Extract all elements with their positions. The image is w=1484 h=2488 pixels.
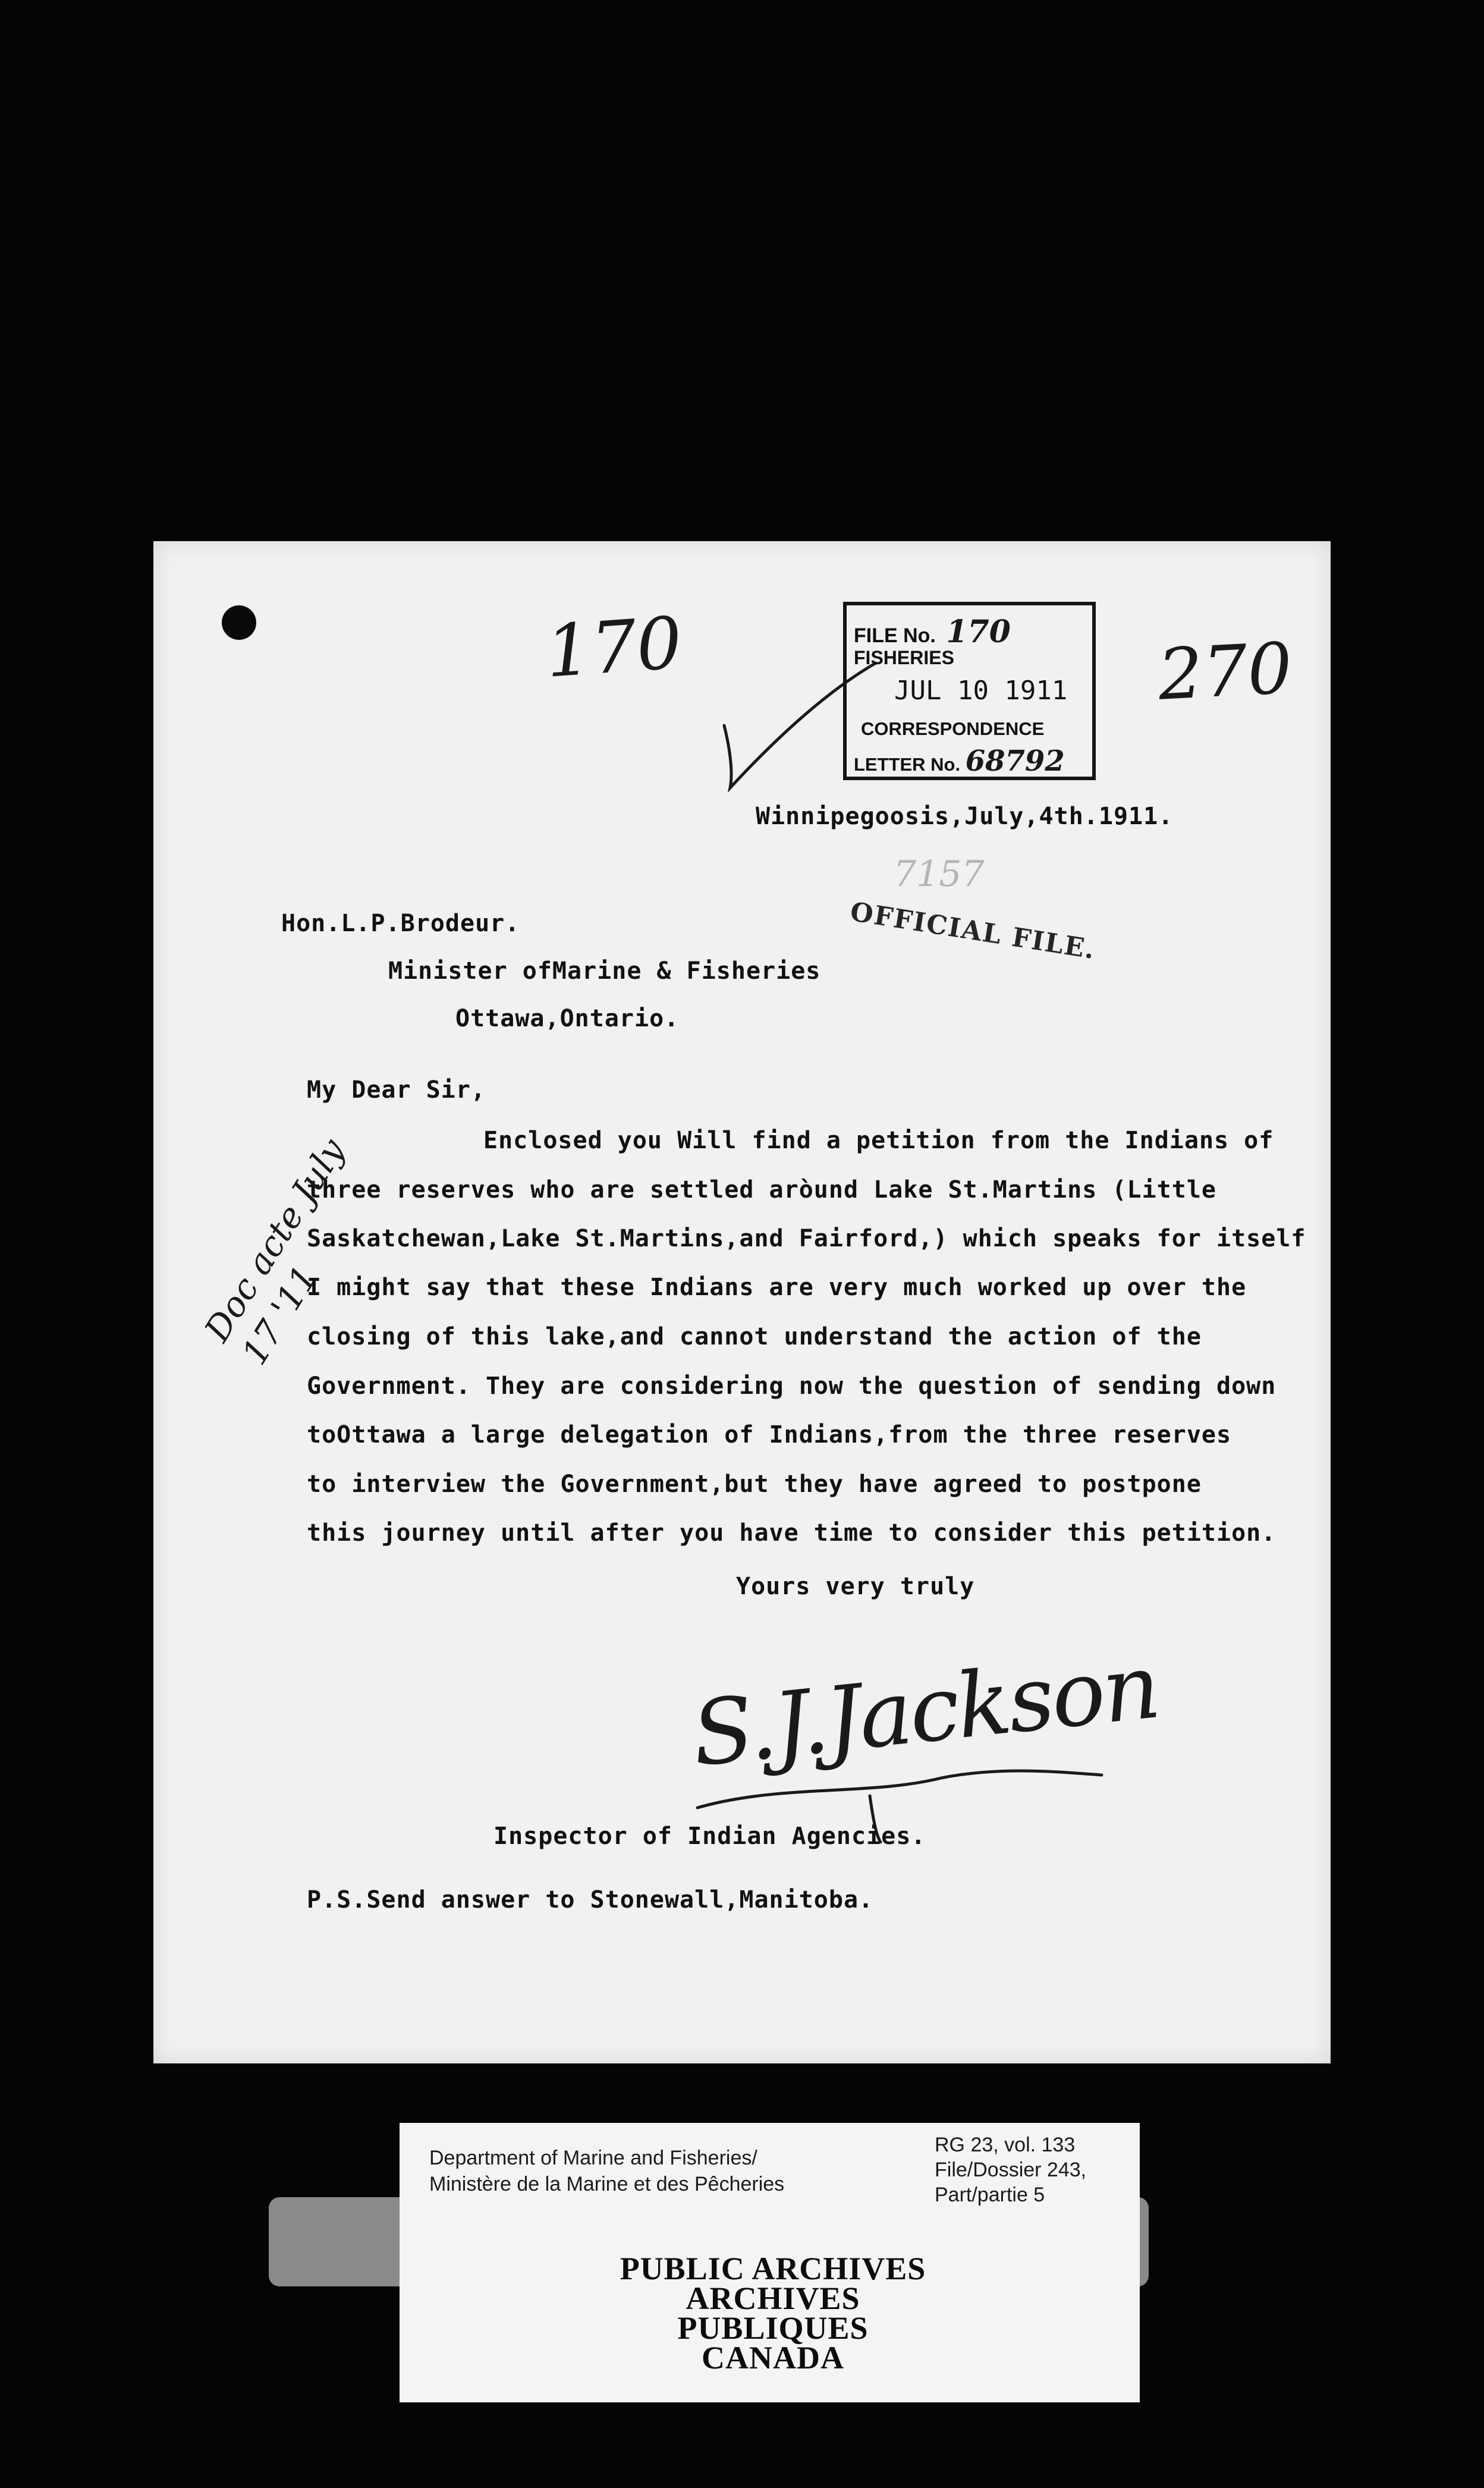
record-group-reference: RG 23, vol. 133 [935,2134,1076,2156]
recipient-title: Minister ofMarine & Fisheries [388,957,821,985]
correspondence-label: CORRESPONDENCE [861,718,1045,739]
file-stamp [843,602,1096,780]
letter-number-value: 68792 [965,744,1065,778]
department-english: Department of Marine and Fisheries/ [429,2147,757,2169]
closing: Yours very truly [736,1573,975,1600]
official-file-stamp: OFFICIAL FILE. [848,896,1098,966]
letter-place-date: Winnipegoosis,July,4th.1911. [756,803,1174,830]
postscript: P.S.Send answer to Stonewall,Manitoba. [307,1886,874,1914]
signer-title: Inspector of Indian Agencies. [493,1823,926,1850]
handwritten-file-number: 170 [543,602,685,694]
archives-english: PUBLIC ARCHIVES [620,2251,926,2286]
file-dossier-reference: File/Dossier 243, [935,2159,1087,2181]
body-line: Saskatchewan,Lake St.Martins,and Fairford,) which speaks for itself [307,1225,1306,1252]
body-line: Government. They are considering now the question of sending down [307,1372,1277,1400]
punch-hole [222,605,256,640]
handwritten-file-number-right: 270 [1156,627,1294,716]
department-label: FISHERIES [854,647,954,668]
received-date: JUL 10 1911 [894,676,1068,706]
part-reference: Part/partie 5 [935,2184,1045,2206]
body-line: closing of this lake,and cannot understand the action of the [307,1323,1202,1350]
department-french: Ministère de la Marine et des Pêcheries [429,2173,785,2195]
public-archives-stamp [595,2251,951,2376]
salutation: My Dear Sir, [307,1076,486,1104]
archives-country: CANADA [702,2340,844,2376]
body-line: to interview the Government,but they have agreed to postpone [307,1471,1202,1498]
body-line: three reserves who are settled aròund Lake St.Martins (Little [307,1176,1217,1204]
received-number: 7157 [894,853,985,895]
archives-french: ARCHIVES PUBLIQUES [677,2280,869,2346]
body-line: this journey until after you have time to consider this petition. [307,1519,1277,1547]
file-number-label: FILE No. [854,624,936,647]
letter-page [153,541,1331,2063]
body-line: toOttawa a large delegation of Indians,from the three reserves [307,1421,1232,1449]
body-line: I might say that these Indians are very much worked up over the [307,1274,1247,1301]
file-number-value: 170 [946,614,1011,650]
body-line: Enclosed you Will find a petition from the Indians of [483,1127,1274,1154]
signature: S.J.Jackson [687,1635,1163,1787]
margin-note: Doc acte July 17 '11 [196,1132,353,1372]
recipient-name: Hon.L.P.Brodeur. [281,910,520,937]
recipient-location: Ottawa,Ontario. [455,1005,680,1032]
letter-number-label: LETTER No. [854,754,961,775]
